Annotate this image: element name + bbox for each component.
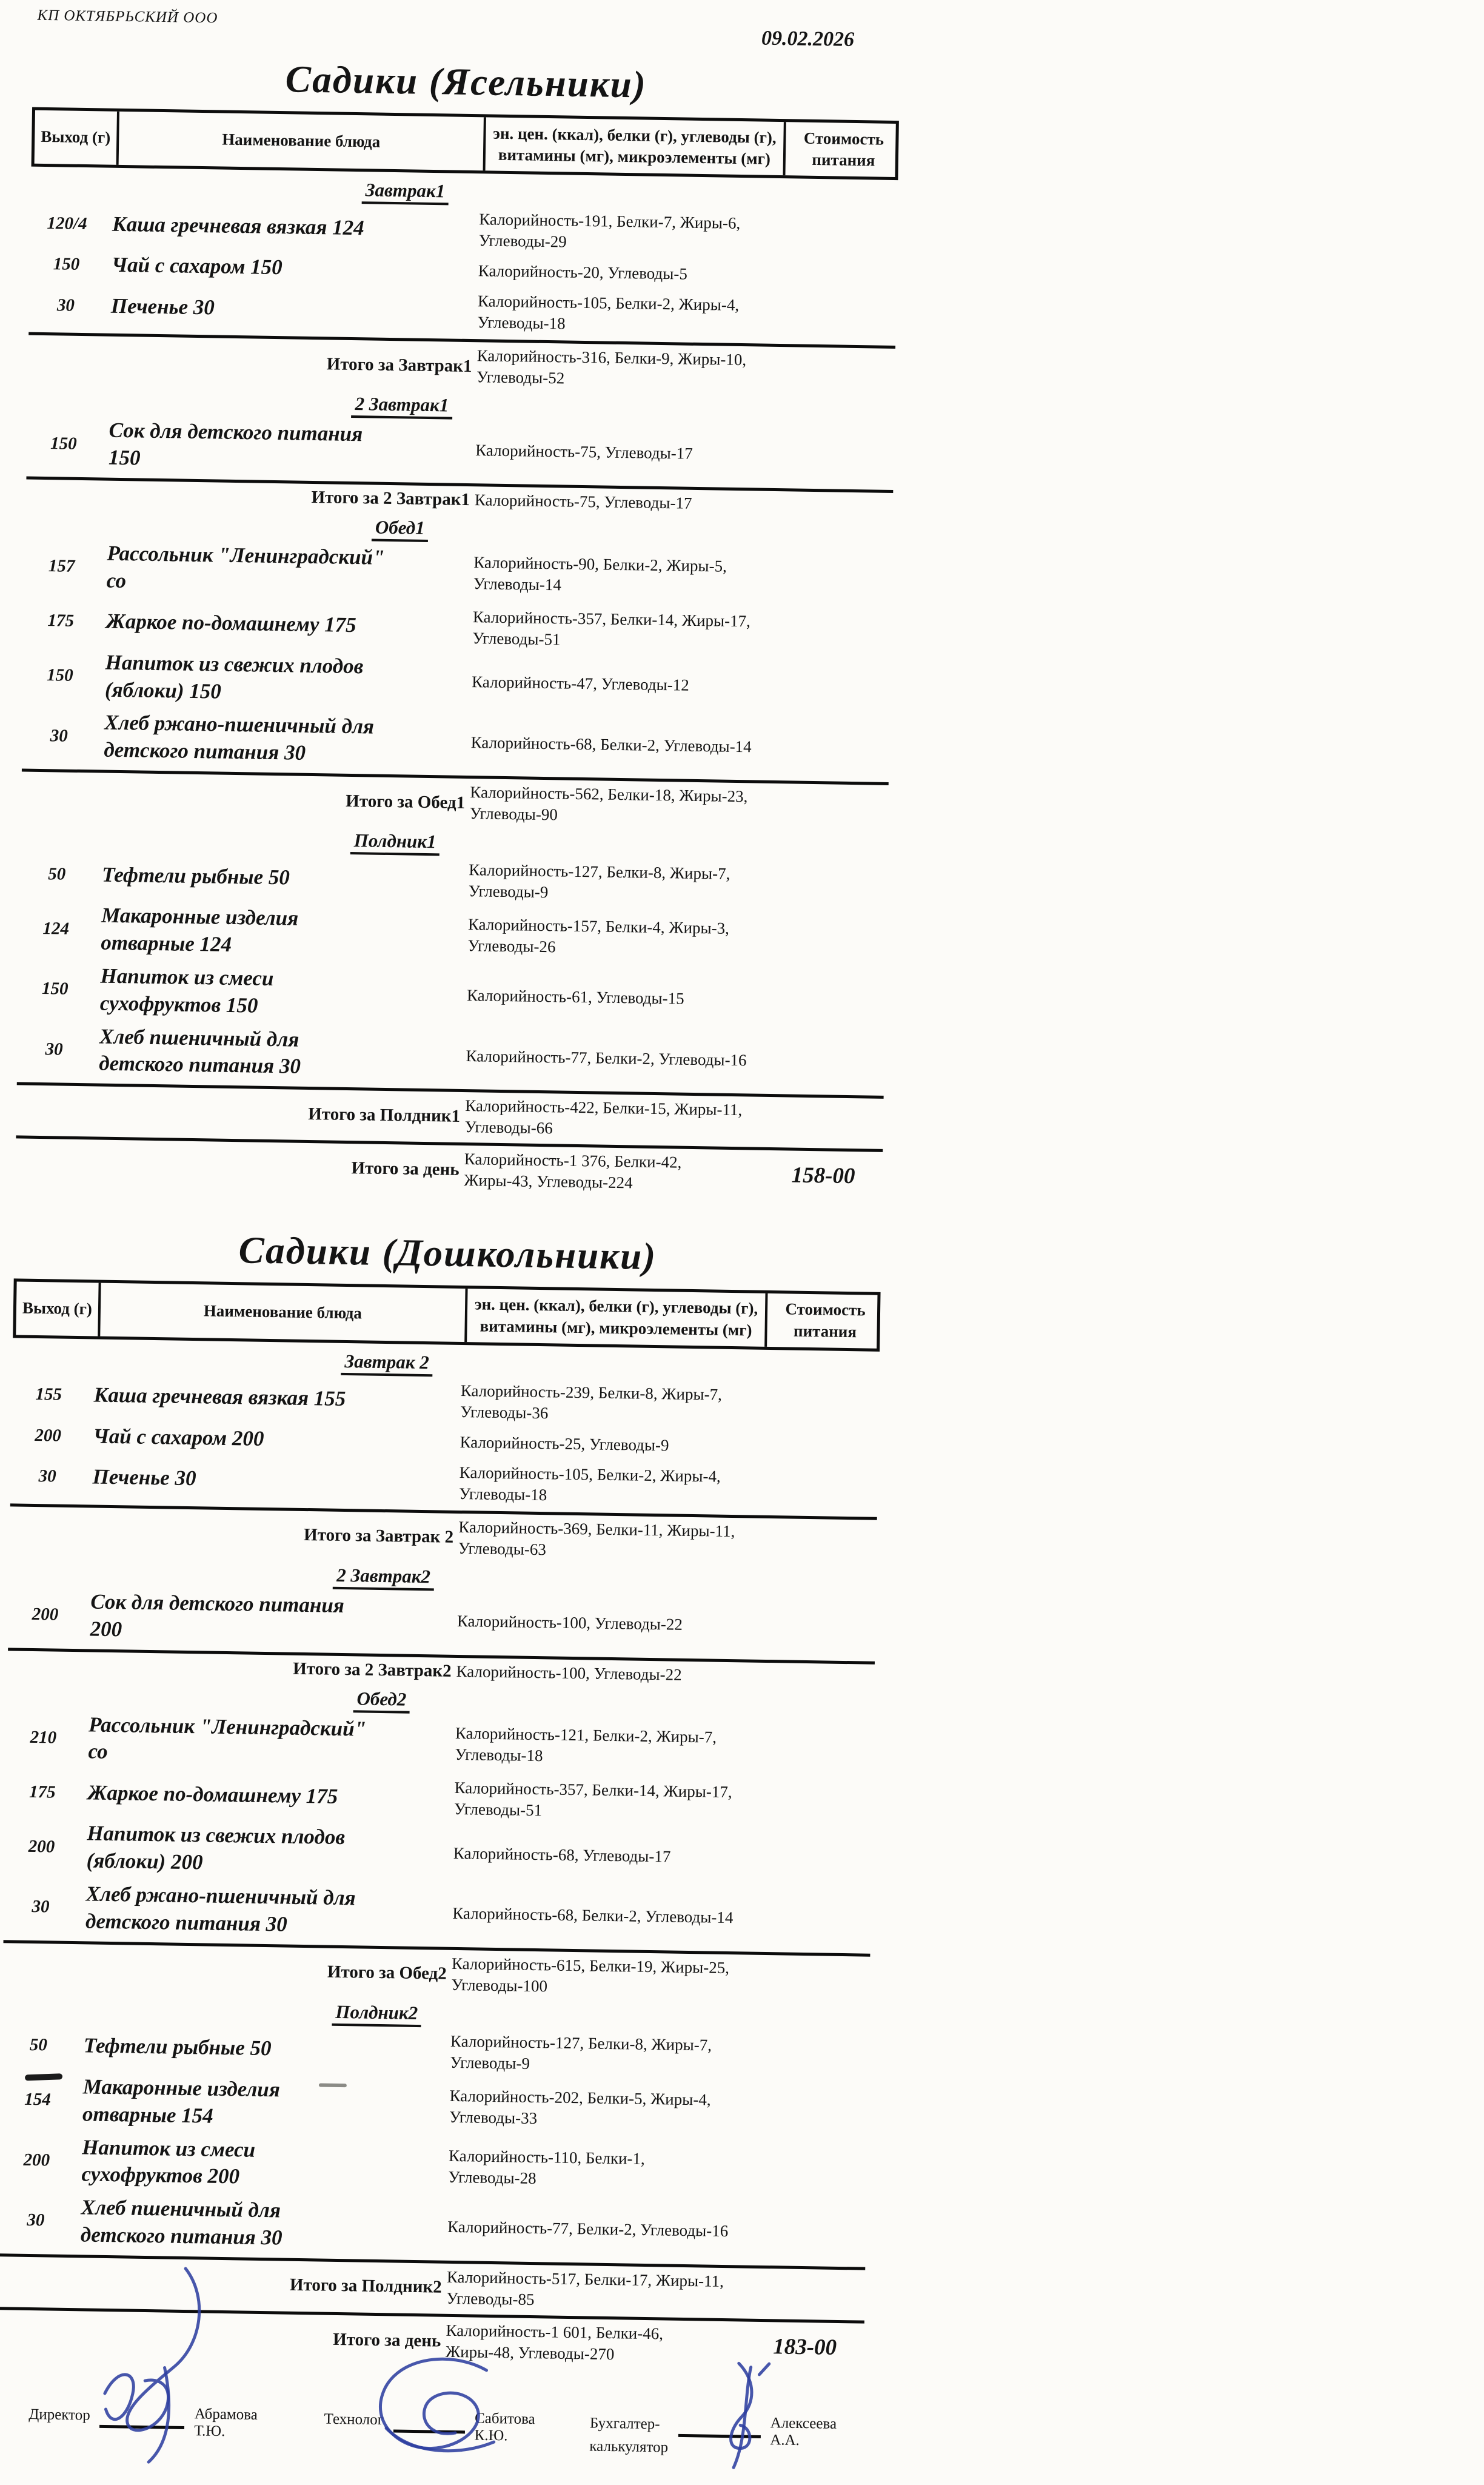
day-total-row bbox=[0, 2307, 864, 2369]
section-header: Полдник1 bbox=[350, 830, 440, 856]
signature-role: Директор bbox=[28, 2406, 90, 2424]
total-nutrition: Калорийность-100, Углеводы-22 bbox=[456, 1662, 682, 1684]
dish-name: Каша гречневая вязкая 155 bbox=[93, 1383, 346, 1411]
row-cost bbox=[755, 1749, 874, 1751]
meal-section bbox=[7, 1559, 876, 1688]
total-nutrition: Калорийность-517, Белки-17, Жиры-11, Углеводы-85 bbox=[446, 2267, 724, 2309]
total-nutrition: Калорийность-1 376, Белки-42, Жиры-43, Углеводы-224 bbox=[464, 1150, 682, 1192]
menu-row bbox=[19, 901, 886, 969]
menu-row bbox=[28, 284, 896, 340]
dish-name: Напиток из смеси сухофруктов 200 bbox=[81, 2135, 256, 2188]
menu-row bbox=[4, 1819, 872, 1887]
total-cost bbox=[777, 371, 895, 373]
menu-content bbox=[0, 41, 900, 2462]
dish-name: Печенье 30 bbox=[92, 1464, 196, 1491]
total-label: Итого за Полдник1 bbox=[308, 1104, 461, 1126]
section-header: 2 Завтрак2 bbox=[333, 1564, 434, 1591]
menu-row bbox=[27, 416, 894, 484]
dish-name: Рассольник "Ленинградский" со bbox=[88, 1712, 367, 1764]
output-grams: 50 bbox=[47, 864, 66, 884]
menu-row bbox=[18, 961, 886, 1029]
nutrition-info: Калорийность-191, Белки-7, Жиры-6, Углеводы-29 bbox=[478, 210, 741, 251]
nutrition-info: Калорийность-47, Углеводы-12 bbox=[472, 672, 689, 694]
output-grams: 150 bbox=[50, 433, 77, 454]
total-label: Итого за Обед2 bbox=[327, 1962, 447, 1984]
row-cost bbox=[757, 1626, 875, 1628]
menu-row bbox=[5, 1770, 873, 1826]
menu-row bbox=[6, 1710, 874, 1778]
dish-name: Чай с сахаром 200 bbox=[93, 1424, 264, 1450]
organization-name: КП ОКТЯБРЬСКИЙ ООО bbox=[37, 7, 218, 27]
menu-title: Садики (Ясельники) bbox=[285, 58, 647, 106]
col-header-cost: Стоимость питания bbox=[764, 1293, 883, 1348]
output-grams: 30 bbox=[56, 295, 75, 315]
total-cost: 183-00 bbox=[772, 2333, 837, 2360]
document-date: 09.02.2026 bbox=[761, 27, 855, 51]
dish-name: Тефтели рыбные 50 bbox=[101, 862, 290, 890]
scan-artifact bbox=[319, 2083, 347, 2087]
output-grams: 200 bbox=[32, 1605, 59, 1625]
signature-block bbox=[28, 2387, 853, 2461]
menu-row bbox=[8, 1587, 875, 1655]
nutrition-info: Калорийность-75, Углеводы-17 bbox=[475, 440, 694, 463]
total-label: Итого за Завтрак1 bbox=[326, 354, 472, 376]
total-nutrition: Калорийность-615, Белки-19, Жиры-25, Углеводы-100 bbox=[451, 1954, 730, 1996]
nutrition-info: Калорийность-127, Белки-8, Жиры-7, Углеводы-9 bbox=[450, 2031, 712, 2073]
total-label: Итого за день bbox=[332, 2329, 441, 2351]
nutrition-info: Калорийность-100, Углеводы-22 bbox=[456, 1612, 683, 1634]
menu-title: Садики (Дошкольники) bbox=[238, 1228, 657, 1278]
menu-row bbox=[17, 1022, 884, 1090]
output-grams: 200 bbox=[23, 2150, 50, 2170]
table-header bbox=[13, 1278, 880, 1351]
col-header-cost: Стоимость питания bbox=[783, 122, 901, 177]
nutrition-info: Калорийность-121, Белки-2, Жиры-7, Углеводы-18 bbox=[455, 1724, 717, 1765]
nutrition-info: Калорийность-61, Углеводы-15 bbox=[466, 986, 684, 1008]
total-row bbox=[26, 477, 894, 518]
nutrition-info: Калорийность-105, Белки-2, Жиры-4, Углеводы-18 bbox=[459, 1463, 721, 1504]
row-cost bbox=[778, 317, 896, 318]
output-grams: 120/4 bbox=[47, 213, 87, 233]
signature-role: Бухгалтер-калькулятор bbox=[589, 2415, 669, 2456]
output-grams: 175 bbox=[28, 1782, 56, 1802]
row-cost bbox=[774, 578, 892, 580]
col-header-output: Выход (г) bbox=[22, 1298, 93, 1318]
signature-name: Алексеева А.А. bbox=[770, 2415, 837, 2449]
row-cost bbox=[778, 276, 897, 278]
row-cost bbox=[749, 2171, 867, 2173]
row-cost bbox=[773, 632, 891, 634]
row-cost bbox=[761, 1406, 879, 1407]
nutrition-info: Калорийность-105, Белки-2, Жиры-4, Углеводы-18 bbox=[477, 292, 740, 333]
accountant-signature-line bbox=[678, 2413, 761, 2438]
dish-name: Хлеб пшеничный для детского питания 30 bbox=[99, 1024, 301, 1079]
dish-name: Тефтели рыбные 50 bbox=[83, 2033, 272, 2061]
dish-name: Сок для детского питания 200 bbox=[90, 1589, 345, 1641]
menu-row bbox=[1, 2024, 869, 2080]
signature-technologist bbox=[324, 2392, 548, 2446]
output-grams: 157 bbox=[48, 556, 75, 577]
signature-name: Абрамова Т.Ю. bbox=[194, 2406, 258, 2440]
menu-row bbox=[20, 853, 887, 909]
output-grams: 30 bbox=[38, 1466, 56, 1486]
output-grams: 150 bbox=[41, 979, 69, 999]
row-cost bbox=[749, 2111, 867, 2113]
total-nutrition: Калорийность-562, Белки-18, Жиры-23, Углеводы-90 bbox=[469, 783, 748, 824]
dish-name: Напиток из свежих плодов (яблоки) 200 bbox=[86, 1821, 346, 1874]
output-grams: 210 bbox=[30, 1727, 57, 1748]
row-cost bbox=[754, 1803, 872, 1805]
total-cost bbox=[747, 2292, 865, 2294]
total-cost bbox=[770, 808, 888, 810]
nutrition-info: Калорийность-68, Белки-2, Углеводы-14 bbox=[470, 733, 752, 756]
menu-table bbox=[15, 53, 900, 1198]
nutrition-info: Калорийность-77, Белки-2, Углеводы-16 bbox=[447, 2218, 729, 2241]
total-nutrition: Калорийность-422, Белки-15, Жиры-11, Углеводы-66 bbox=[464, 1096, 743, 1138]
technologist-signature-line bbox=[393, 2409, 466, 2434]
nutrition-info: Калорийность-90, Белки-2, Жиры-5, Углеводы-14 bbox=[473, 552, 727, 594]
total-label: Итого за 2 Завтрак1 bbox=[311, 487, 470, 510]
output-grams: 30 bbox=[27, 2210, 45, 2230]
row-cost bbox=[772, 687, 890, 689]
total-nutrition: Калорийность-75, Углеводы-17 bbox=[474, 491, 692, 512]
dish-name: Хлеб пшеничный для детского питания 30 bbox=[80, 2195, 282, 2250]
dish-name: Печенье 30 bbox=[110, 293, 215, 320]
row-cost bbox=[754, 1858, 872, 1860]
menu-table bbox=[0, 1184, 882, 2369]
row-cost bbox=[766, 1061, 884, 1062]
total-cost bbox=[775, 505, 893, 506]
output-grams: 175 bbox=[47, 611, 75, 631]
table-header bbox=[32, 107, 899, 180]
row-cost bbox=[759, 1487, 877, 1489]
row-cost bbox=[769, 885, 887, 887]
menu-row bbox=[30, 202, 898, 258]
output-grams: 155 bbox=[35, 1384, 62, 1404]
total-row bbox=[28, 332, 895, 395]
dish-name: Каша гречневая вязкая 124 bbox=[112, 212, 365, 240]
signature-name: Сабитова К.Ю. bbox=[474, 2410, 535, 2444]
output-grams: 154 bbox=[24, 2090, 51, 2110]
output-grams: 200 bbox=[35, 1425, 62, 1446]
meal-section bbox=[28, 174, 898, 395]
dish-name: Хлеб ржано-пшеничный для детского питания 30 bbox=[104, 711, 375, 765]
output-grams: 150 bbox=[46, 665, 73, 685]
col-header-dish: Наименование блюда bbox=[116, 112, 484, 170]
total-cost bbox=[752, 1979, 870, 1980]
nutrition-info: Калорийность-127, Белки-8, Жиры-7, Углеводы-9 bbox=[468, 860, 730, 902]
meal-section bbox=[0, 1996, 869, 2316]
col-header-output: Выход (г) bbox=[41, 127, 111, 147]
total-label: Итого за 2 Завтрак2 bbox=[292, 1658, 452, 1681]
total-row bbox=[16, 1082, 884, 1145]
output-grams: 50 bbox=[29, 2035, 48, 2055]
nutrition-info: Калорийность-357, Белки-14, Жиры-17, Углеводы-51 bbox=[453, 1779, 732, 1820]
meal-section bbox=[21, 511, 893, 831]
row-cost bbox=[767, 1001, 885, 1002]
total-label: Итого за Полдник2 bbox=[289, 2275, 442, 2297]
menu-row bbox=[30, 250, 897, 291]
menu-row bbox=[1, 2072, 868, 2140]
director-signature-line bbox=[99, 2404, 185, 2429]
total-label: Итого за день bbox=[351, 1158, 460, 1179]
total-nutrition: Калорийность-369, Белки-11, Жиры-11, Углеводы-63 bbox=[458, 1517, 735, 1559]
row-cost bbox=[771, 747, 889, 749]
meal-section bbox=[26, 388, 895, 517]
menu-row bbox=[23, 648, 891, 716]
total-row bbox=[2, 1940, 870, 2002]
menu-row bbox=[0, 2133, 867, 2201]
dish-name: Напиток из свежих плодов (яблоки) 150 bbox=[104, 650, 364, 703]
row-cost bbox=[768, 940, 886, 942]
section-header: Обед1 bbox=[372, 517, 429, 542]
col-header-energy: эн. цен. (ккал), белки (г), углеводы (г), витамины (мг), микроэлементы (мг) bbox=[483, 117, 784, 175]
row-cost bbox=[752, 1918, 871, 1920]
signature-role: Технолог bbox=[324, 2410, 384, 2429]
total-row bbox=[10, 1503, 877, 1566]
menu-row bbox=[0, 2193, 866, 2261]
row-cost bbox=[760, 1447, 878, 1449]
total-nutrition: Калорийность-1 601, Белки-46, Жиры-48, Углеводы-270 bbox=[445, 2321, 664, 2364]
section-header: Обед2 bbox=[353, 1688, 410, 1713]
nutrition-info: Калорийность-20, Углеводы-5 bbox=[478, 261, 688, 283]
total-cost bbox=[758, 1543, 877, 1544]
menu-row bbox=[24, 599, 891, 656]
total-cost bbox=[757, 1676, 875, 1678]
dish-name: Жаркое по-домашнему 175 bbox=[105, 609, 357, 637]
nutrition-info: Калорийность-25, Углеводы-9 bbox=[460, 1432, 669, 1454]
dish-name: Чай с сахаром 150 bbox=[111, 252, 283, 280]
meal-section bbox=[16, 825, 888, 1145]
menu-row bbox=[10, 1455, 878, 1511]
meal-section bbox=[10, 1345, 880, 1566]
dish-name: Хлеб ржано-пшеничный для детского питания 30 bbox=[85, 1882, 356, 1936]
dish-name: Рассольник "Ленинградский" со bbox=[106, 541, 385, 593]
row-cost bbox=[775, 455, 894, 457]
total-cost bbox=[765, 1121, 883, 1123]
nutrition-info: Калорийность-68, Белки-2, Углеводы-14 bbox=[452, 1904, 734, 1927]
row-cost bbox=[747, 2232, 866, 2234]
dish-name: Макаронные изделия отварные 124 bbox=[101, 903, 299, 957]
section-header: 2 Завтрак1 bbox=[351, 393, 452, 420]
dish-name: Сок для детского питания 150 bbox=[108, 418, 363, 470]
output-grams: 30 bbox=[45, 1039, 63, 1059]
output-grams: 124 bbox=[42, 918, 70, 939]
col-header-dish: Наименование блюда bbox=[98, 1283, 465, 1341]
total-cost: 158-00 bbox=[791, 1162, 855, 1189]
nutrition-info: Калорийность-357, Белки-14, Жиры-17, Углеводы-51 bbox=[472, 607, 751, 649]
total-label: Итого за Обед1 bbox=[346, 791, 466, 813]
total-row bbox=[21, 769, 889, 831]
meal-section bbox=[2, 1682, 874, 2002]
nutrition-info: Калорийность-239, Белки-8, Жиры-7, Углеводы-36 bbox=[460, 1381, 723, 1422]
dish-name: Напиток из смеси сухофруктов 150 bbox=[99, 964, 274, 1018]
menu-row bbox=[11, 1421, 878, 1462]
menu-row bbox=[24, 539, 892, 607]
section-header: Полдник2 bbox=[332, 2001, 421, 2027]
dish-name: Жаркое по-домашнему 175 bbox=[87, 1780, 338, 1808]
menu-row bbox=[4, 1879, 871, 1947]
nutrition-info: Калорийность-68, Углеводы-17 bbox=[453, 1843, 671, 1866]
section-header: Завтрак1 bbox=[361, 179, 449, 205]
signature-director bbox=[28, 2387, 267, 2441]
total-row bbox=[7, 1648, 875, 1689]
dish-name: Макаронные изделия отварные 154 bbox=[82, 2074, 281, 2128]
col-header-energy: эн. цен. (ккал), белки (г), углеводы (г), витамины (мг), микроэлементы (мг) bbox=[464, 1289, 765, 1347]
total-label: Итого за Завтрак 2 bbox=[303, 1525, 454, 1548]
nutrition-info: Калорийность-110, Белки-1, Углеводы-28 bbox=[448, 2147, 646, 2188]
menu-row bbox=[12, 1373, 879, 1429]
row-cost bbox=[750, 2056, 869, 2058]
total-nutrition: Калорийность-316, Белки-9, Жиры-10, Углеводы-52 bbox=[476, 346, 747, 387]
row-cost bbox=[779, 235, 897, 236]
output-grams: 30 bbox=[32, 1897, 50, 1917]
nutrition-info: Калорийность-77, Белки-2, Углеводы-16 bbox=[466, 1046, 747, 1070]
output-grams: 200 bbox=[28, 1836, 55, 1857]
signature-accountant bbox=[589, 2396, 854, 2462]
output-grams: 150 bbox=[53, 254, 80, 274]
nutrition-info: Калорийность-202, Белки-5, Жиры-4, Углеводы-33 bbox=[449, 2086, 711, 2127]
section-header: Завтрак 2 bbox=[341, 1350, 433, 1376]
nutrition-info: Калорийность-157, Белки-4, Жиры-3, Углеводы-26 bbox=[467, 915, 730, 956]
output-grams: 30 bbox=[50, 725, 69, 746]
menu-row bbox=[22, 708, 889, 776]
total-row bbox=[0, 2253, 865, 2316]
